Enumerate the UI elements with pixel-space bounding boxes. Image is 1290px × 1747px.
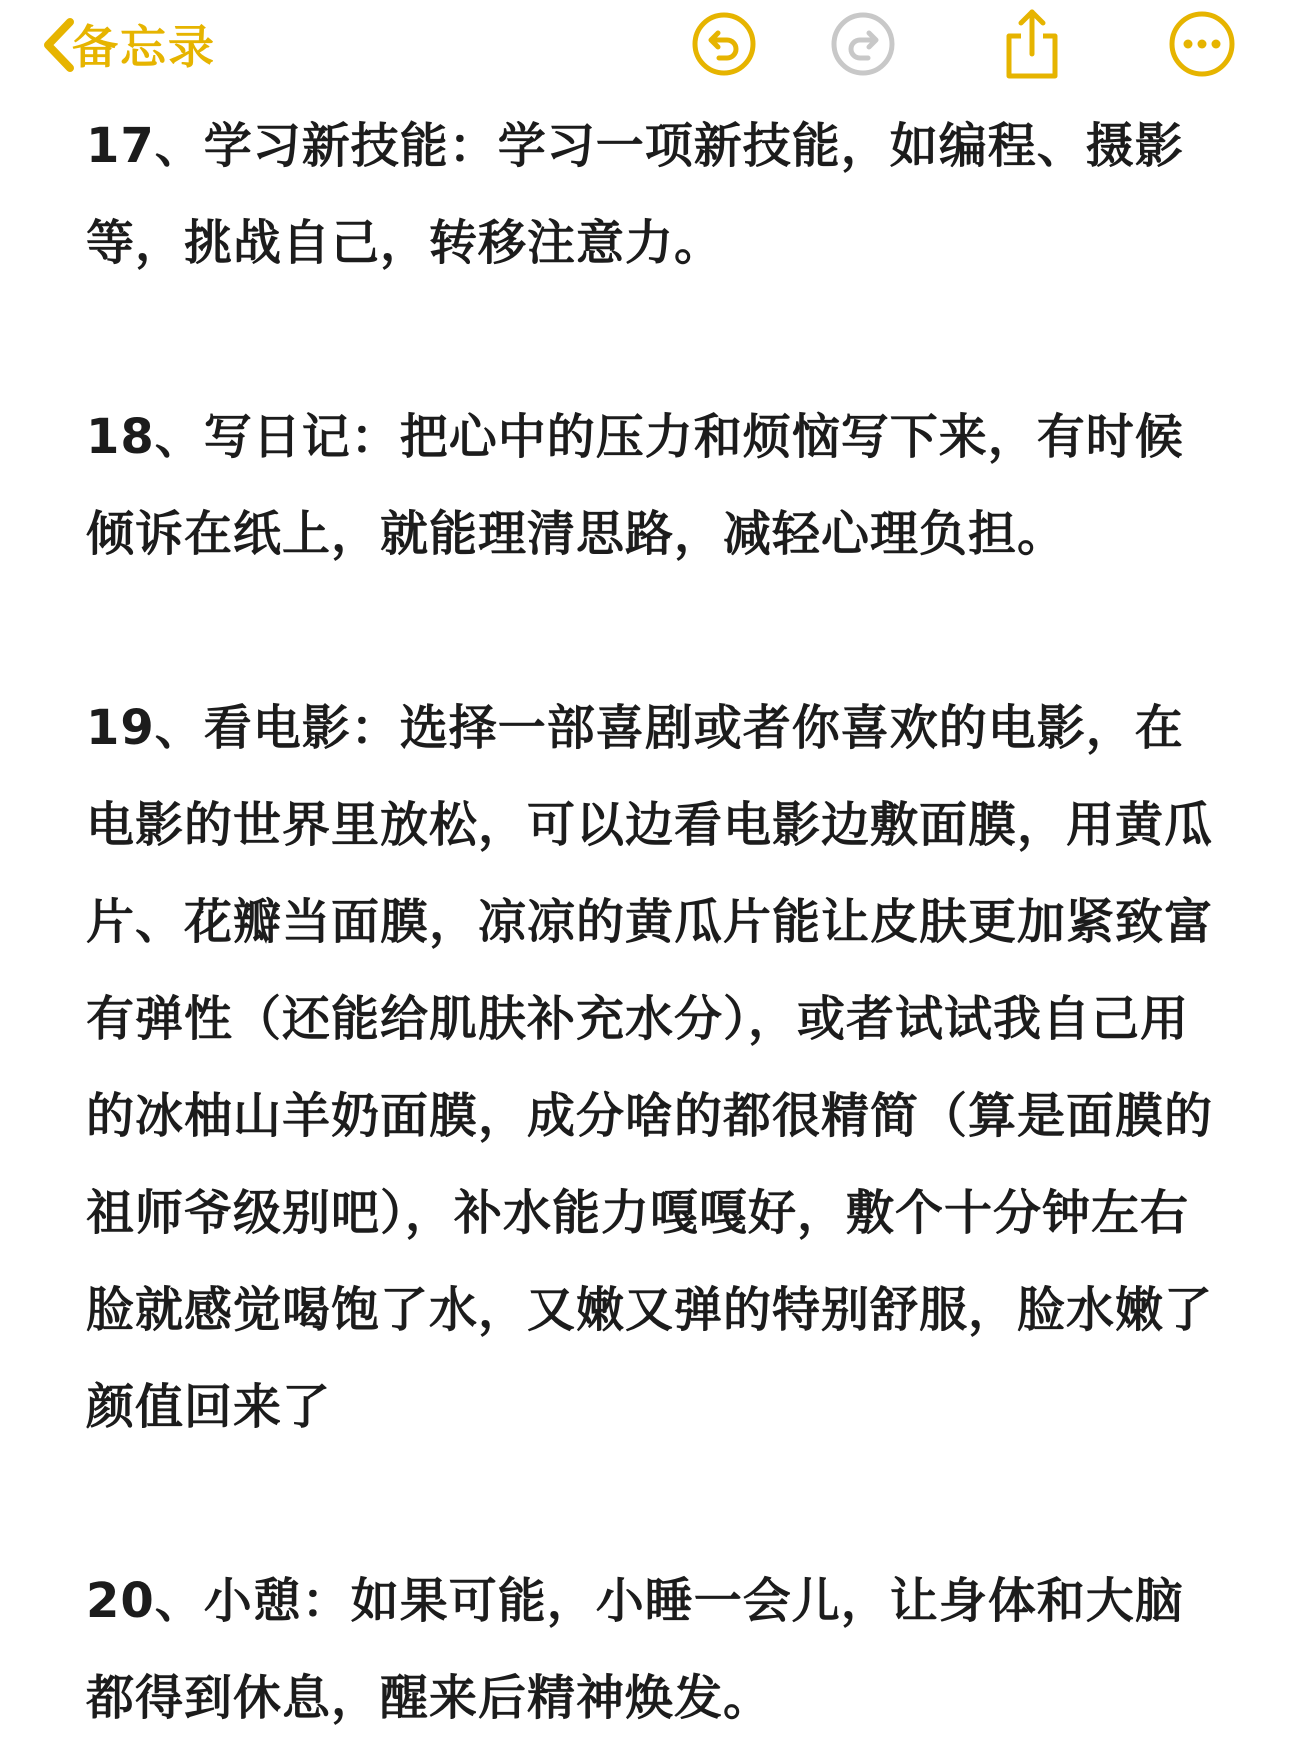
share-icon: [1001, 8, 1063, 80]
paragraph-spacer: [86, 1456, 1226, 1553]
more-button[interactable]: [1166, 8, 1238, 80]
back-button[interactable]: [30, 4, 216, 84]
undo-icon: [691, 11, 757, 77]
paragraph-spacer: [86, 292, 1226, 389]
paragraph-spacer: [86, 583, 1226, 680]
more-icon: [1168, 10, 1236, 78]
redo-icon: [830, 11, 896, 77]
note-paragraph-19: 19、看电影：选择一部喜剧或者你喜欢的电影，在电影的世界里放松，可以边看电影边敷面膜，用黄瓜片、花瓣当面膜，凉凉的黄瓜片能让皮肤更加紧致富有弹性（还能给肌肤补充水分），或者试试我自己用的冰柚山羊奶面膜，成分啥的都很精简（算是面膜的祖师爷级别吧），补水能力嘎嘎好，敷个十分钟左右脸就感觉喝饱了水，又嫩又弹的特别舒服，脸水嫩了颜值回来了: [86, 700, 1214, 1435]
note-paragraph-17: 17、学习新技能：学习一项新技能，如编程、摄影等，挑战自己，转移注意力。: [86, 118, 1184, 271]
note-paragraph-18: 18、写日记：把心中的压力和烦恼写下来，有时候倾诉在纸上，就能理清思路，减轻心理负担。: [86, 409, 1184, 562]
back-label: 备忘录: [72, 20, 216, 74]
chevron-left-icon: [38, 16, 78, 74]
note-content[interactable]: [86, 98, 1226, 1747]
share-button[interactable]: [996, 8, 1068, 80]
note-paragraph-20: 20、小憩：如果可能，小睡一会儿，让身体和大脑都得到休息，醒来后精神焕发。: [86, 1573, 1184, 1726]
redo-button[interactable]: [827, 8, 899, 80]
undo-button[interactable]: [688, 8, 760, 80]
navigation-bar: [0, 0, 1290, 90]
